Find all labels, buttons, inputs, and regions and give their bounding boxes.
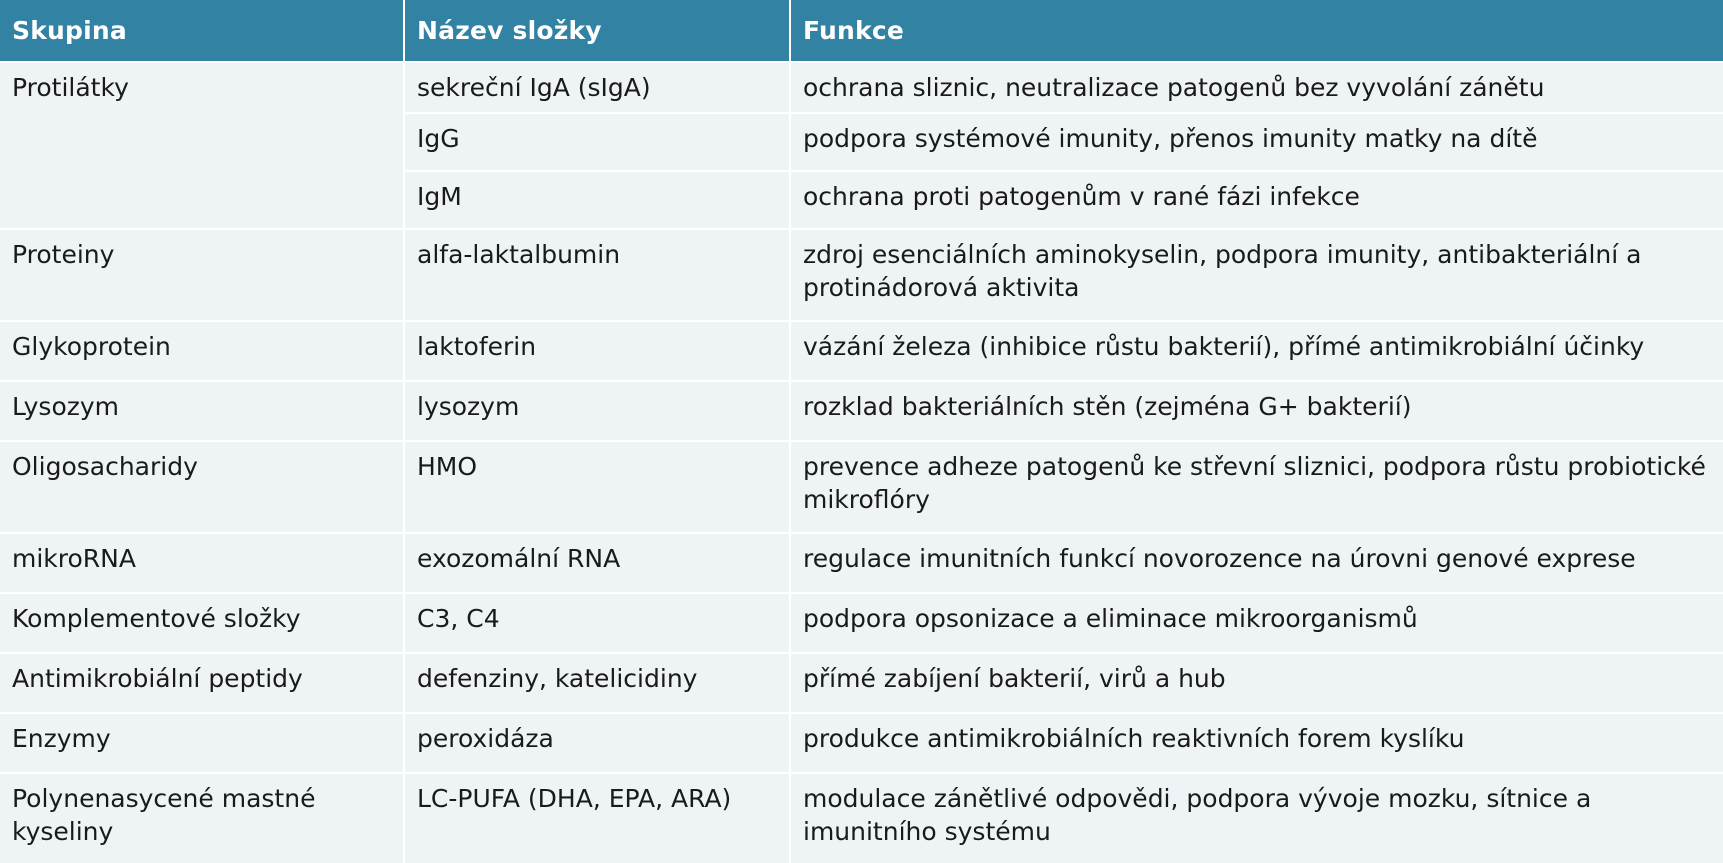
- table-body: [0, 62, 1723, 863]
- cell-component: exozomální RNA: [404, 533, 790, 593]
- table-row: [0, 773, 1723, 863]
- cell-component: HMO: [404, 441, 790, 533]
- cell-group: Lysozym: [0, 381, 404, 441]
- cell-component: peroxidáza: [404, 713, 790, 773]
- table-header: [0, 0, 1723, 62]
- cell-function: prevence adheze patogenů ke střevní sliznici, podpora růstu probiotické mikroflóry: [790, 441, 1723, 533]
- table-row: [0, 533, 1723, 593]
- cell-function: ochrana proti patogenům v rané fázi infekce: [790, 171, 1723, 229]
- cell-function: vázání železa (inhibice růstu bakterií), přímé antimikrobiální účinky: [790, 321, 1723, 381]
- cell-group: Enzymy: [0, 713, 404, 773]
- cell-component: IgM: [404, 171, 790, 229]
- cell-group: Glykoprotein: [0, 321, 404, 381]
- cell-component: defenziny, katelicidiny: [404, 653, 790, 713]
- cell-group: mikroRNA: [0, 533, 404, 593]
- cell-component: alfa-laktalbumin: [404, 229, 790, 321]
- header-component-name: Název složky: [404, 0, 790, 62]
- cell-component: laktoferin: [404, 321, 790, 381]
- cell-group: Komplementové složky: [0, 593, 404, 653]
- cell-function: ochrana sliznic, neutralizace patogenů bez vyvolání zánětu: [790, 62, 1723, 113]
- cell-group: Proteiny: [0, 229, 404, 321]
- table-row: [0, 593, 1723, 653]
- table-row: [0, 713, 1723, 773]
- table-row: [0, 381, 1723, 441]
- table-row: [0, 62, 1723, 113]
- cell-component: IgG: [404, 113, 790, 171]
- header-function: Funkce: [790, 0, 1723, 62]
- cell-group: Protilátky: [0, 62, 404, 229]
- cell-function: produkce antimikrobiálních reaktivních forem kyslíku: [790, 713, 1723, 773]
- table-row: [0, 653, 1723, 713]
- header-row: [0, 0, 1723, 62]
- cell-function: podpora opsonizace a eliminace mikroorganismů: [790, 593, 1723, 653]
- cell-component: LC-PUFA (DHA, EPA, ARA): [404, 773, 790, 863]
- table-row: [0, 441, 1723, 533]
- header-group: Skupina: [0, 0, 404, 62]
- cell-component: lysozym: [404, 381, 790, 441]
- cell-component: sekreční IgA (sIgA): [404, 62, 790, 113]
- cell-group: Oligosacharidy: [0, 441, 404, 533]
- cell-function: regulace imunitních funkcí novorozence na úrovni genové exprese: [790, 533, 1723, 593]
- table-row: [0, 229, 1723, 321]
- cell-group: Polynenasycené mastné kyseliny: [0, 773, 404, 863]
- table-row: [0, 321, 1723, 381]
- cell-function: rozklad bakteriálních stěn (zejména G+ bakterií): [790, 381, 1723, 441]
- cell-group: Antimikrobiální peptidy: [0, 653, 404, 713]
- cell-function: přímé zabíjení bakterií, virů a hub: [790, 653, 1723, 713]
- cell-function: podpora systémové imunity, přenos imunity matky na dítě: [790, 113, 1723, 171]
- cell-function: zdroj esenciálních aminokyselin, podpora imunity, antibakteriální a protinádorová aktivita: [790, 229, 1723, 321]
- cell-function: modulace zánětlivé odpovědi, podpora vývoje mozku, sítnice a imunitního systému: [790, 773, 1723, 863]
- cell-component: C3, C4: [404, 593, 790, 653]
